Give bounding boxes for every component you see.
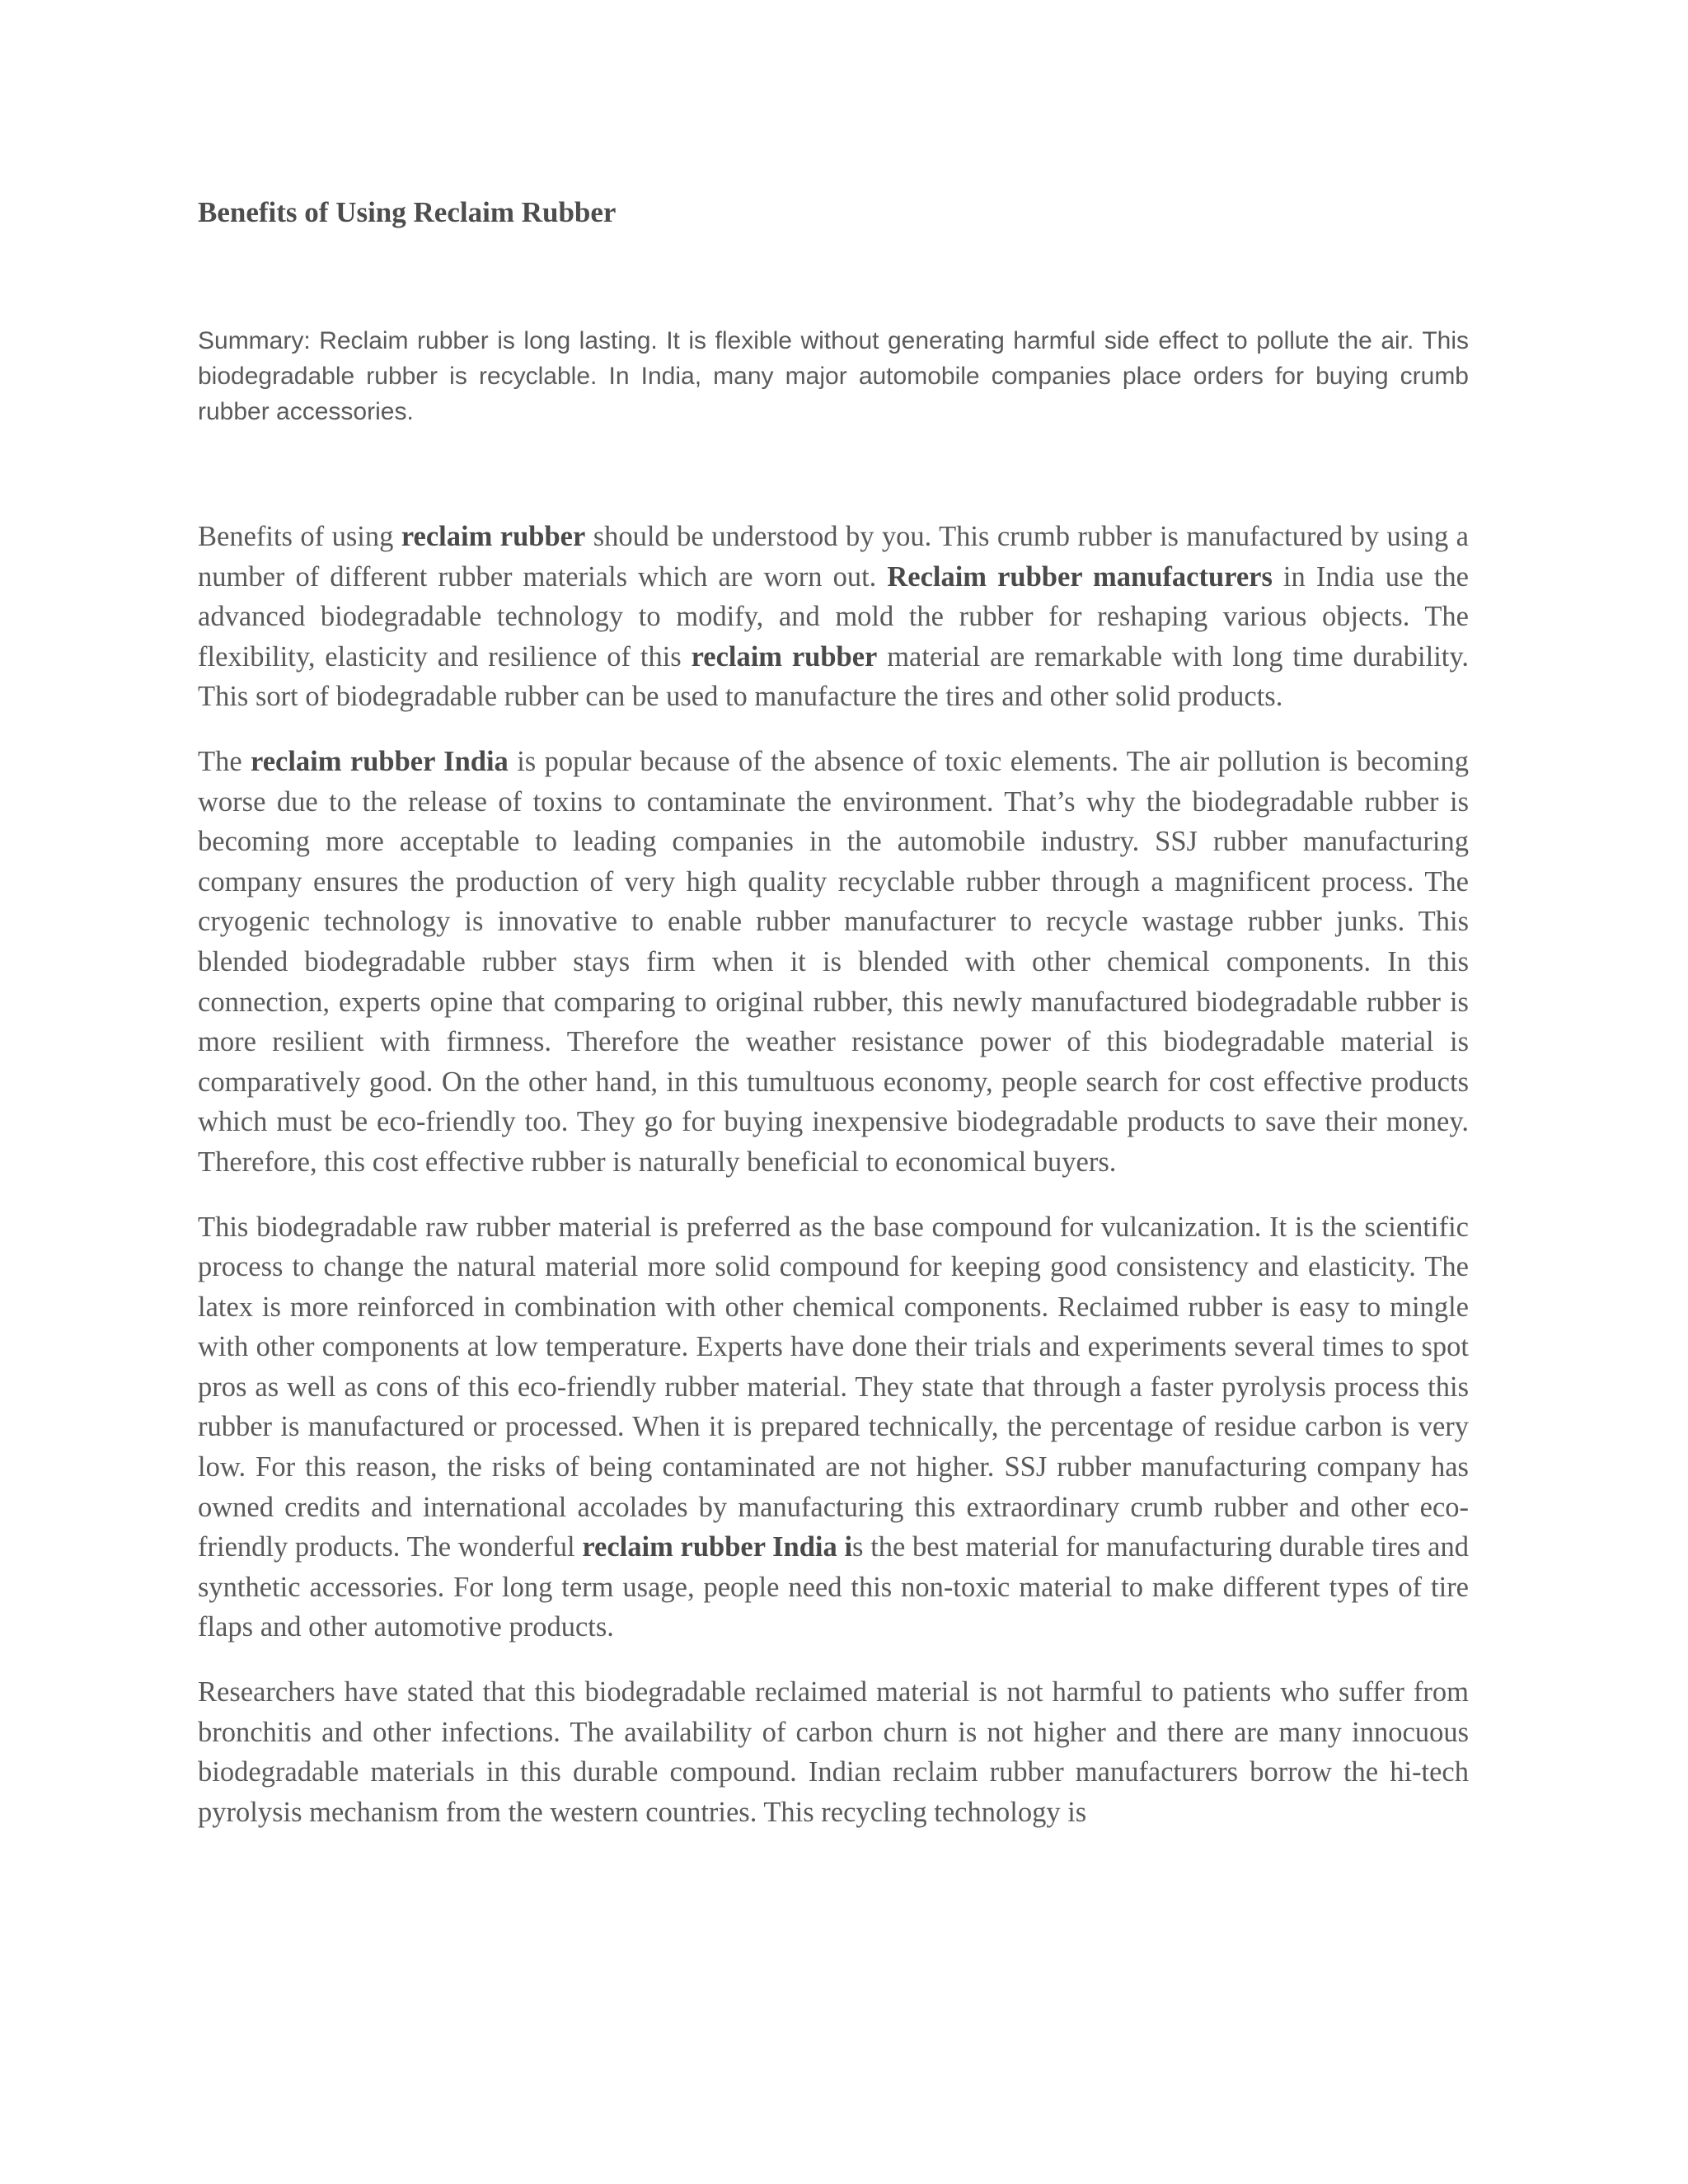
paragraph-text: Benefits of using: [198, 521, 401, 552]
paragraph-text: s the best material for manufacturing durable tires and synthetic accessories. For long term usage, people need this non-toxic material to make different types of tire flaps and other automotive products.: [198, 1531, 1469, 1643]
paragraph-text: in India use the advanced biodegradable technology to modify, and mold the rubber for reshaping various objects. The flexibility, elasticity and resilience of this: [198, 560, 1469, 673]
body-paragraph: [198, 517, 1469, 717]
paragraph-text: material are remarkable with long time durability. This sort of biodegradable rubber can be used to manufacture the tires and other solid products.: [198, 640, 1469, 713]
paragraph-text: The: [198, 745, 251, 777]
body-paragraph: [198, 1672, 1469, 1832]
paragraph-text: Researchers have stated that this biodegradable reclaimed material is not harmful to patients who suffer from bronchitis and other infections. The availability of carbon churn is not higher and there are many innocuous biodegradable materials in this durable compound. Indian reclaim rubber manufacturers borrow the hi-tech pyrolysis mechanism from the western countries. This recycling technology is: [198, 1676, 1469, 1828]
bold-keyword: reclaim rubber: [691, 640, 878, 673]
bold-keyword: Reclaim rubber manufacturers: [887, 560, 1273, 593]
document-page: [198, 188, 1469, 1832]
paragraph-text: should be understood by you. This crumb rubber is manufactured by using a number of different rubber materials which are worn out.: [198, 521, 1469, 593]
paragraph-text: This biodegradable raw rubber material is preferred as the base compound for vulcanization. It is the scientific process to change the natural material more solid compound for keeping good consistency and elasticity. The latex is more reinforced in combination with other chemical components. Reclaimed rubber is easy to mingle with other components at low temperature. Experts have done their trials and experiments several times to spot pros as well as cons of this eco-friendly rubber material. They state that through a faster pyrolysis process this rubber is manufactured or processed. When it is prepared technically, the percentage of residue carbon is very low. For this reason, the risks of being contaminated are not higher. SSJ rubber manufacturing company has owned credits and international accolades by manufacturing this extraordinary crumb rubber and other eco-friendly products. The wonderful: [198, 1211, 1469, 1563]
body-paragraphs: [198, 517, 1469, 1832]
bold-keyword: reclaim rubber: [401, 521, 586, 552]
body-paragraph: [198, 742, 1469, 1183]
document-title: Benefits of Using Reclaim Rubber: [198, 196, 617, 228]
paragraph-text: is popular because of the absence of toxic elements. The air pollution is becoming worse due to the release of toxins to contaminate the environment. That’s why the biodegradable rubber is becoming more acceptable to leading companies in the automobile industry. SSJ rubber manufacturing company ensures the production of very high quality recyclable rubber through a magnificent process. The cryogenic technology is innovative to enable rubber manufacturer to recycle wastage rubber junks. This blended biodegradable rubber stays firm when it is blended with other chemical components. In this connection, experts opine that comparing to original rubber, this newly manufactured biodegradable rubber is more resilient with firmness. Therefore the weather resistance power of this biodegradable material is comparatively good. On the other hand, in this tumultuous economy, people search for cost effective products which must be eco-friendly too. They go for buying inexpensive biodegradable products to save their money. Therefore, this cost effective rubber is naturally beneficial to economical buyers.: [198, 745, 1469, 1178]
bold-keyword: reclaim rubber India i: [582, 1531, 853, 1563]
body-paragraph: [198, 1207, 1469, 1648]
bold-keyword: reclaim rubber India: [251, 745, 509, 777]
summary-paragraph: Summary: Reclaim rubber is long lasting. It is flexible without generating harmful side effect to pollute the air. This biodegradable rubber is recyclable. In India, many major automobile companies place orders for buying crumb rubber accessories.: [198, 327, 1469, 425]
